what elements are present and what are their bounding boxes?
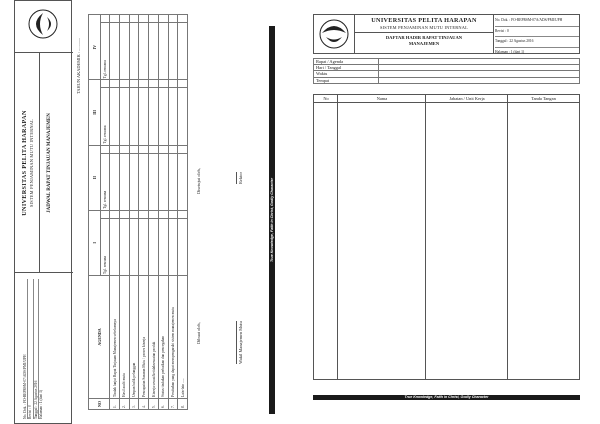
table-row bbox=[129, 15, 139, 410]
field-date-label: Hari / Tanggal bbox=[314, 65, 379, 71]
row-agenda: Pencapaian Sasaran Mutu / proses kinerja bbox=[139, 276, 149, 399]
table-row bbox=[158, 15, 168, 410]
col-name-header: Nama bbox=[376, 96, 388, 101]
made-by-label: Dibuat oleh, bbox=[196, 322, 201, 344]
approved-by-role: Rektor bbox=[238, 172, 243, 184]
field-place-value[interactable] bbox=[379, 77, 580, 83]
left-header-box bbox=[14, 0, 72, 424]
right-doc-date: Tanggal : 22 Agustus 2016 bbox=[495, 36, 579, 47]
column-divider bbox=[337, 95, 338, 379]
left-document-title: JADWAL RAPAT TINJAUAN MANAJEMEN bbox=[47, 113, 52, 213]
left-university-name: UNIVERSITAS PELITA HARAPAN bbox=[21, 110, 28, 216]
row-no: 8. bbox=[178, 399, 188, 410]
table-row bbox=[120, 15, 130, 410]
table-row bbox=[178, 15, 188, 410]
right-doc-info bbox=[495, 16, 579, 57]
row-no: 5. bbox=[149, 399, 159, 410]
field-place-label: Tempat bbox=[314, 77, 379, 83]
col-no-header: No bbox=[323, 96, 329, 101]
sub-header: Tgl. rencana bbox=[100, 88, 110, 145]
row-no: 4. bbox=[139, 399, 149, 410]
left-doc-info bbox=[23, 279, 44, 419]
right-title-line2: MANAJEMEN bbox=[408, 41, 440, 46]
row-no: 1. bbox=[110, 399, 120, 410]
row-no: 2. bbox=[120, 399, 130, 410]
right-doc-page: Halaman : 1 (dari 1) bbox=[495, 47, 579, 58]
motto-vertical-bar bbox=[269, 26, 275, 414]
right-document-title bbox=[355, 35, 493, 47]
field-agenda-label: Rapat / Agenda bbox=[314, 59, 379, 65]
right-doc-revision: Revisi : 0 bbox=[495, 26, 579, 37]
row-agenda: Lain-lain ..... bbox=[178, 276, 188, 399]
made-by-role: Wakil Manajemen Mutu bbox=[238, 321, 243, 364]
table-row bbox=[168, 15, 178, 410]
left-system-name: SISTEM PENJAMINAN MUTU INTERNAL bbox=[29, 118, 34, 208]
right-university-name: UNIVERSITAS PELITA HARAPAN bbox=[371, 17, 477, 24]
right-title-line1: DAFTAR HADIR RAPAT TINJAUAN bbox=[385, 35, 463, 40]
row-agenda: Kinerja sesuai/ketidaksesuaian produk bbox=[149, 276, 159, 399]
row-agenda: Tindak lanjut Rapat Tinjauan Manajemen sebelumnya bbox=[110, 276, 120, 399]
motto-footer-bar: True Knowledge, Faith in Christ, Godly Character bbox=[313, 395, 580, 400]
row-no: 7. bbox=[168, 399, 178, 410]
table-row bbox=[139, 15, 149, 410]
attendance-table bbox=[313, 94, 580, 380]
quarter-2-header: II bbox=[89, 145, 101, 210]
attendance-header-row bbox=[314, 95, 579, 103]
left-doc-revision: Revisi : 0 bbox=[27, 279, 32, 419]
col-agenda-header: AGENDA bbox=[89, 276, 110, 399]
right-header-box bbox=[313, 14, 580, 54]
col-signature-header: Tanda Tangan bbox=[531, 96, 556, 101]
field-time-label: Waktu bbox=[314, 71, 379, 77]
quarter-3-header: III bbox=[89, 80, 101, 145]
sub-header: Tgl. rencana bbox=[100, 153, 110, 210]
row-agenda: Hasil audit mutu bbox=[120, 276, 130, 399]
approved-by-label: Disetujui oleh, bbox=[196, 168, 201, 194]
row-no: 3. bbox=[129, 399, 139, 410]
col-position-header: Jabatan / Unit Kerja bbox=[449, 96, 485, 101]
column-divider bbox=[425, 95, 426, 379]
academic-year-label: TAHUN AKADEMIK : ............ bbox=[76, 37, 81, 94]
left-doc-date: Tanggal : 22 Agustus 2016 bbox=[33, 279, 38, 419]
sub-header: Tgl. rencana bbox=[100, 23, 110, 80]
motto-vertical-text: True Knowledge, Faith in Christ, Godly Character bbox=[270, 178, 274, 263]
row-agenda: Umpan balik pelanggan bbox=[129, 276, 139, 399]
row-agenda: Perubahan yang dapat mempengaruhi sistem manajemen mutu bbox=[168, 276, 178, 399]
col-no-header: NO bbox=[89, 399, 110, 410]
quarter-1-header: I bbox=[89, 210, 101, 275]
uph-logo-icon bbox=[23, 7, 63, 41]
uph-logo-icon bbox=[317, 17, 351, 51]
column-divider bbox=[507, 95, 508, 379]
table-row bbox=[149, 15, 159, 410]
sub-header: Tgl. rencana bbox=[100, 218, 110, 275]
row-agenda: Status tindakan perbaikan dan pencegahan bbox=[158, 276, 168, 399]
row-no: 6. bbox=[158, 399, 168, 410]
left-doc-number: No. Dok. : FO-REPRSM-07/ADS/PMI/UPH bbox=[23, 354, 27, 419]
left-doc-page: Halaman : 1 (dari 1) bbox=[38, 279, 43, 419]
meeting-info-table bbox=[313, 58, 580, 84]
right-system-name: SISTEM PENJAMINAN MUTU INTERNAL bbox=[379, 25, 469, 30]
table-row bbox=[110, 15, 120, 410]
quarter-4-header: IV bbox=[89, 15, 101, 80]
agenda-table bbox=[88, 14, 188, 410]
right-doc-number: No. Dok. : FO-REPRSM-07A/ADS/PMI/UPH bbox=[495, 18, 563, 22]
